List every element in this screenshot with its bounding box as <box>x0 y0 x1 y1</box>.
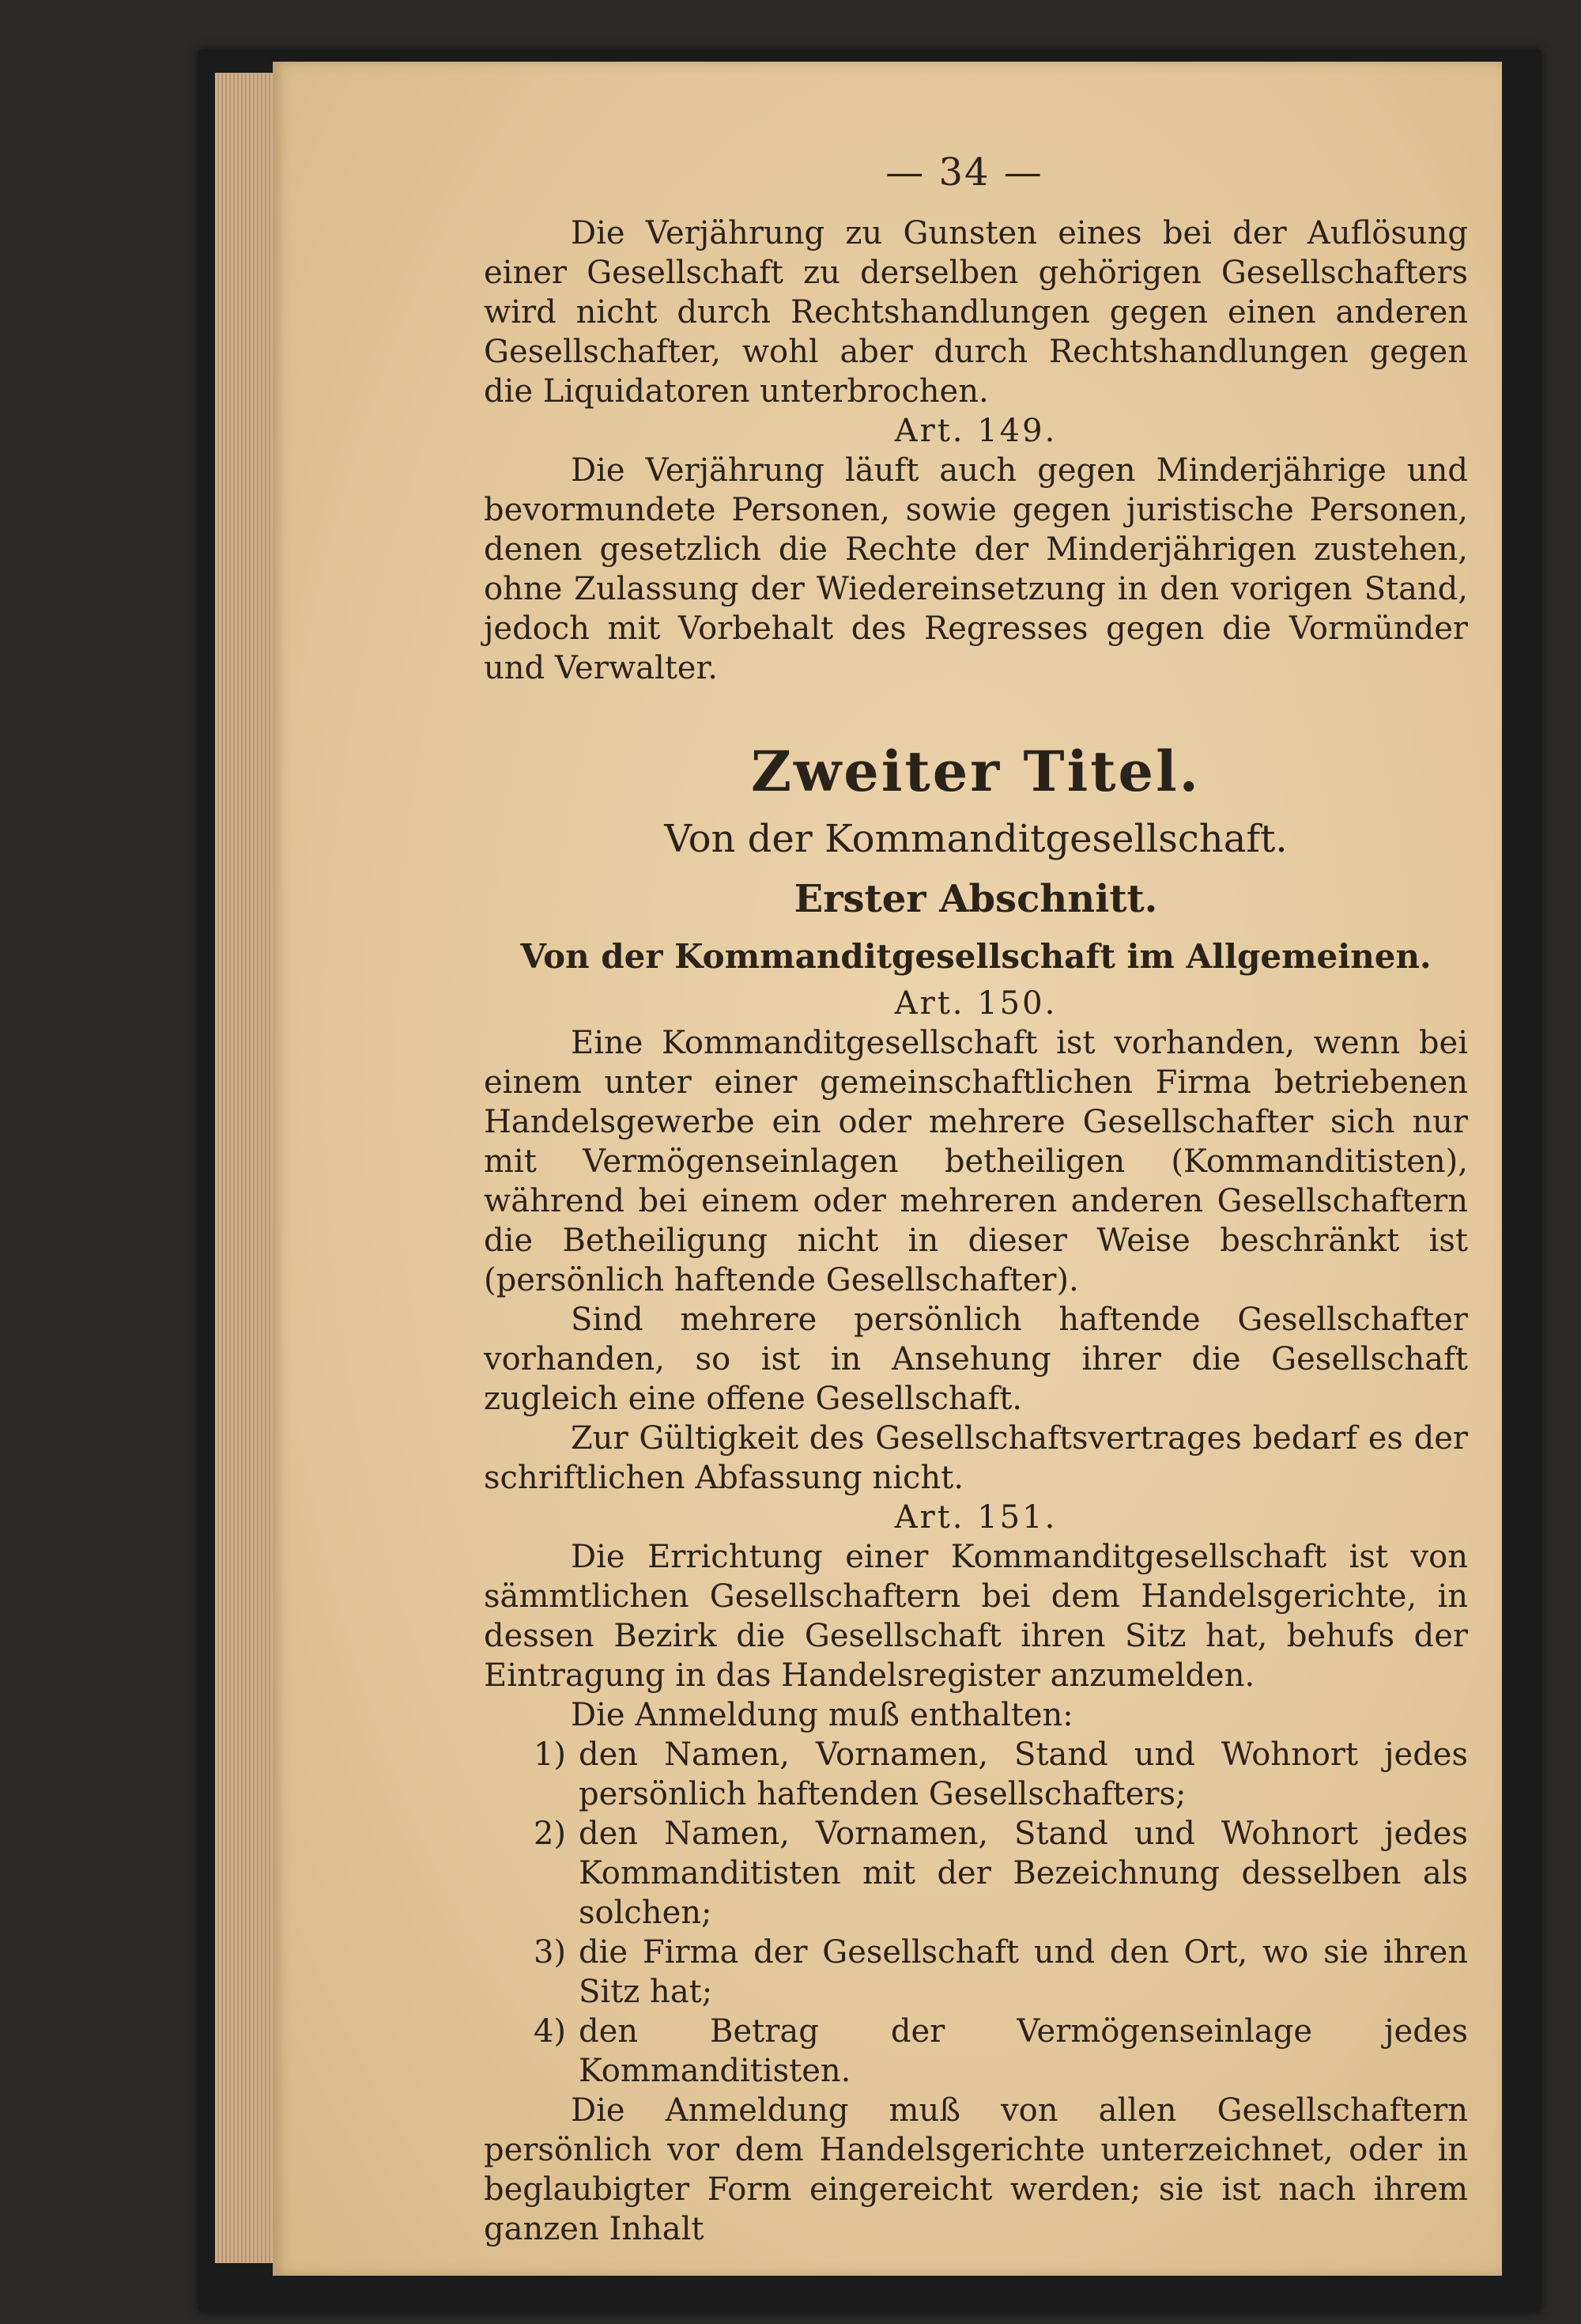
paragraph: Eine Kommanditgesellschaft ist vorhanden, wenn bei einem unter einer gemeinschaftlichen Firma betriebenen Handelsgewerbe ein oder mehrere Gesellschafter sich nur mit Vermögenseinlagen betheiligen (Kommanditisten), während bei einem oder mehreren anderen Gesellschaftern die Betheiligung nicht in dieser Weise beschränkt ist (persönlich haftende Gesellschafter). <box>484 1025 1468 1298</box>
list-item-text: den Namen, Vornamen, Stand und Wohnort jedes persönlich haftenden Gesellschafters; <box>579 1736 1468 1812</box>
paragraph: Die Anmeldung muß enthalten: <box>571 1697 1073 1733</box>
list-item-text: die Firma der Gesellschaft und den Ort, wo sie ihren Sitz hat; <box>579 1934 1468 2010</box>
list-item-number: 1) <box>533 1736 566 1773</box>
list-item-text: den Namen, Vornamen, Stand und Wohnort jedes Kommanditisten mit der Bezeichnung desselben als solchen; <box>579 1816 1468 1931</box>
article-heading: Art. 149. <box>894 413 1058 449</box>
page-number: — 34 — <box>885 150 1043 195</box>
list-item <box>484 1933 1468 2012</box>
list-item-text: den Betrag der Vermögenseinlage jedes Kommanditisten. <box>579 2013 1468 2089</box>
list-item-number: 4) <box>533 2013 566 2050</box>
enumerated-list <box>484 1735 1468 2091</box>
title-subheading: Von der Kommanditgesellschaft. <box>664 817 1288 861</box>
list-item-number: 2) <box>533 1816 566 1852</box>
paragraph: Die Verjährung zu Gunsten eines bei der Auflösung einer Gesellschaft zu derselben gehörigen Gesellschafters wird nicht durch Rechtshandlungen gegen einen anderen Gesellschafter, wohl aber durch Rechtshandlungen gegen die Liquidatoren unterbrochen. <box>484 215 1468 410</box>
list-item-number: 3) <box>533 1934 566 1971</box>
paragraph: Sind mehrere persönlich haftende Gesellschafter vorhanden, so ist in Ansehung ihrer die Gesellschaft zugleich eine offene Gesellschaft. <box>484 1302 1468 1417</box>
paragraph: Zur Gültigkeit des Gesellschaftsvertrages bedarf es der schriftlichen Abfassung nicht. <box>484 1420 1468 1496</box>
article-heading: Art. 151. <box>894 1499 1058 1536</box>
list-item <box>484 1814 1468 1933</box>
title-heading: Zweiter Titel. <box>750 739 1202 804</box>
paragraph: Die Verjährung läuft auch gegen Minderjährige und bevormundete Personen, sowie gegen juristische Personen, denen gesetzlich die Rechte der Minderjährigen zustehen, ohne Zulassung der Wiedereinsetzung in den vorigen Stand, jedoch mit Vorbehalt des Regresses gegen die Vormünder und Verwalter. <box>484 452 1468 686</box>
section-heading: Erster Abschnitt. <box>794 877 1158 921</box>
page-text <box>484 214 1468 2249</box>
paragraph: Die Errichtung einer Kommanditgesellschaft ist von sämmtlichen Gesellschaftern bei dem Handelsgerichte, in dessen Bezirk die Gesellschaft ihren Sitz hat, behufs der Eintragung in das Handelsregister anzumelden. <box>484 1539 1468 1694</box>
list-item <box>484 2012 1468 2091</box>
article-heading: Art. 150. <box>894 985 1058 1022</box>
section-subheading: Von der Kommanditgesellschaft im Allgemeinen. <box>520 937 1432 976</box>
paragraph: Die Anmeldung muß von allen Gesellschaftern persönlich vor dem Handelsgerichte unterzeichnet, oder in beglaubigter Form eingereicht werden; sie ist nach ihrem ganzen Inhalt <box>484 2092 1468 2247</box>
list-item <box>484 1735 1468 1814</box>
